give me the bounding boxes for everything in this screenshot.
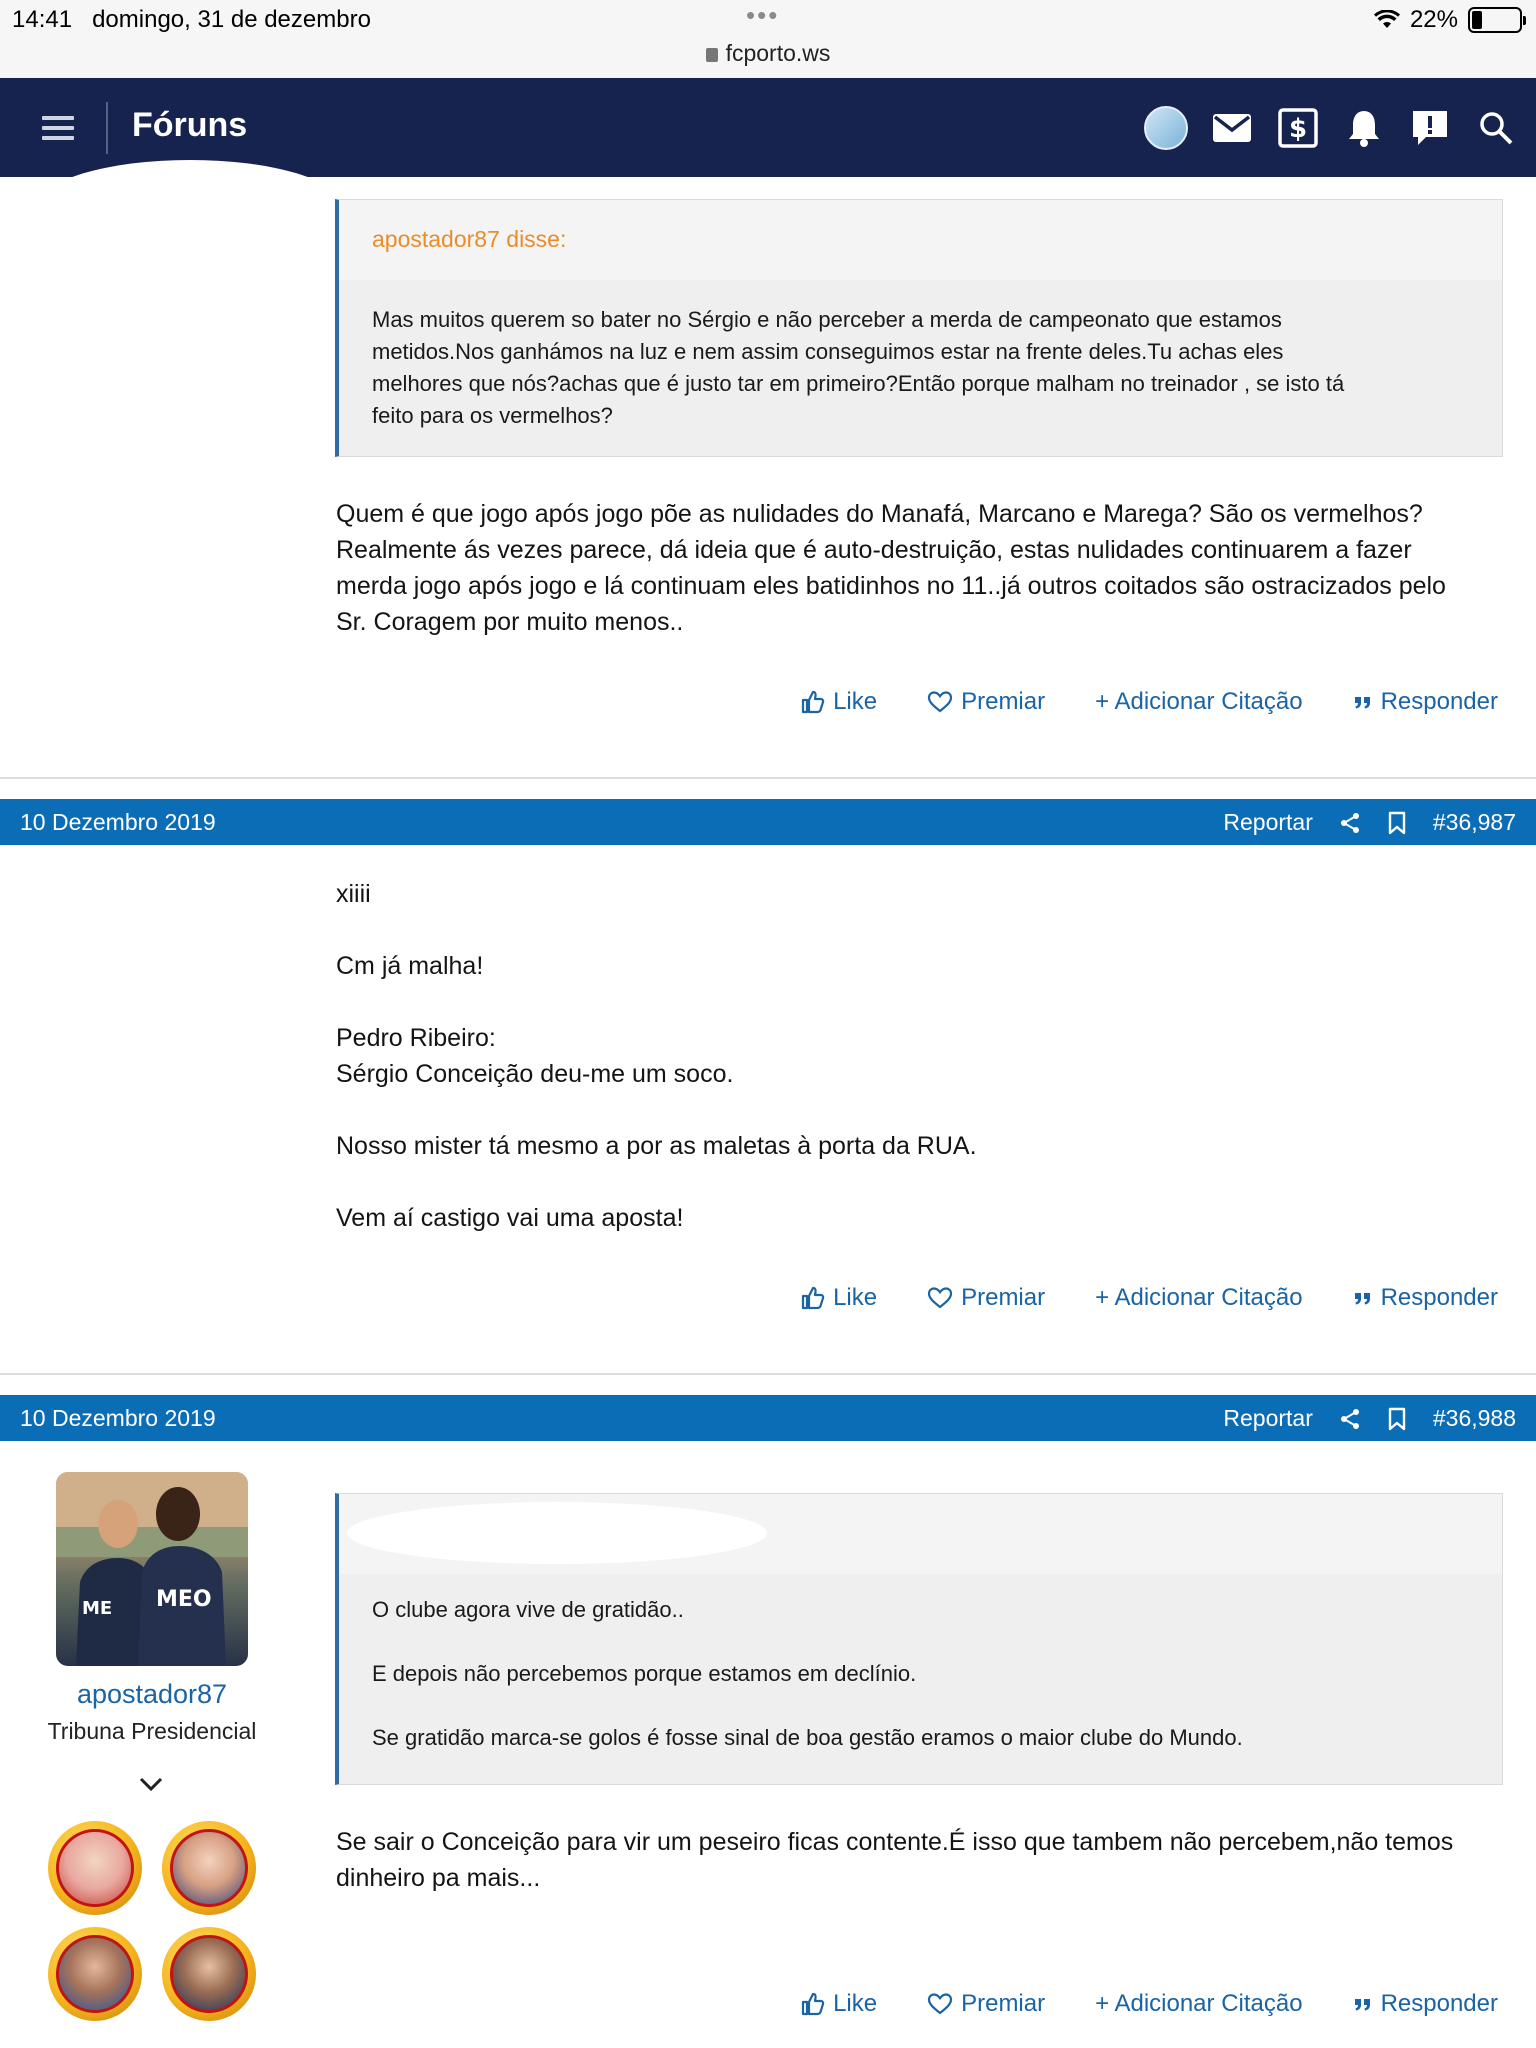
user-title: Tribuna Presidencial (47, 1718, 257, 1744)
quote-block (335, 1493, 1503, 1785)
tab-dots-icon[interactable]: ••• (746, 0, 780, 30)
badge-portrait (56, 1935, 134, 2013)
post-message (336, 1824, 1506, 1896)
reply-button[interactable] (1353, 688, 1498, 716)
bookmark-icon[interactable] (1387, 1407, 1407, 1431)
status-date: domingo, 31 de dezembro (92, 6, 371, 33)
post-header-bar (0, 799, 1536, 845)
quote-text (339, 280, 1502, 456)
trophy-badge[interactable] (48, 1927, 142, 2021)
blank-line (372, 1626, 1469, 1658)
like-label: Like (833, 688, 878, 715)
address-bar[interactable] (0, 40, 1536, 67)
report-link[interactable]: Reportar (1223, 1405, 1313, 1431)
message-line: Sr. Coragem por muito menos.. (336, 608, 684, 636)
premiar-button[interactable] (927, 1284, 1045, 1312)
message-line: Sérgio Conceição deu-me um soco. (336, 1060, 734, 1088)
mail-icon[interactable] (1210, 106, 1254, 150)
message-line: Realmente ás vezes parece, dá ideia que é auto-destruição, estas nulidades continuarem a fazer (336, 536, 1412, 564)
post-divider (0, 1373, 1536, 1375)
add-quote-label: + Adicionar Citação (1095, 1990, 1303, 2017)
quote-marks-icon (1353, 1996, 1373, 2012)
svg-text:MEO: MEO (156, 1587, 212, 1612)
premiar-label: Premiar (961, 1284, 1046, 1311)
post-number[interactable]: #36,987 (1432, 809, 1516, 835)
message-line: merda jogo após jogo e lá continuam eles batidinhos no 11..já outros coitados são ostracizados pelo (336, 572, 1446, 600)
like-button[interactable] (801, 688, 877, 716)
quote-line: feito para os vermelhos? (372, 403, 613, 428)
status-right (1374, 6, 1522, 34)
badge-portrait (56, 1829, 134, 1907)
like-label: Like (833, 1284, 878, 1311)
badge-portrait (170, 1829, 248, 1907)
bookmark-icon[interactable] (1387, 811, 1407, 835)
post-header-bar (0, 1395, 1536, 1441)
quote-author-redacted (339, 1494, 1502, 1574)
alert-icon[interactable] (1408, 106, 1452, 150)
quote-line: O clube agora vive de gratidão.. (372, 1597, 684, 1622)
user-avatar-button[interactable] (1144, 106, 1188, 150)
svg-text:ME: ME (82, 1598, 113, 1619)
message-line: xiiii (336, 880, 371, 908)
quote-marks-icon (1353, 1290, 1373, 1306)
share-icon[interactable] (1339, 812, 1361, 834)
reply-button[interactable] (1353, 1990, 1498, 2018)
report-link[interactable]: Reportar (1223, 809, 1313, 835)
thumbs-up-icon (801, 1992, 825, 2016)
like-button[interactable] (801, 1990, 877, 2018)
reply-label: Responder (1380, 688, 1498, 715)
blank-line (336, 1164, 1506, 1200)
reply-button[interactable] (1353, 1284, 1498, 1312)
add-quote-label: + Adicionar Citação (1095, 688, 1303, 715)
redaction-quote-author (347, 1502, 767, 1564)
post-date[interactable]: 10 Dezembro 2019 (20, 809, 216, 835)
header-divider (106, 102, 108, 154)
badge-portrait (170, 1935, 248, 2013)
blank-line (336, 984, 1506, 1020)
user-avatar-photo[interactable] (56, 1472, 248, 1666)
thumbs-up-icon (801, 690, 825, 714)
url-text: fcporto.ws (725, 40, 831, 66)
blank-line (372, 1690, 1469, 1722)
chevron-down-icon[interactable] (138, 1776, 164, 1792)
bell-icon[interactable] (1342, 106, 1386, 150)
reply-label: Responder (1380, 1284, 1498, 1311)
heart-icon (927, 1286, 953, 1310)
quote-author[interactable]: apostador87 disse: (339, 200, 1502, 280)
quote-line: E depois não percebemos porque estamos em declínio. (372, 1661, 917, 1686)
battery-icon (1468, 7, 1522, 33)
add-quote-button[interactable] (1095, 1284, 1302, 1312)
add-quote-button[interactable] (1095, 688, 1302, 716)
like-button[interactable] (801, 1284, 877, 1312)
status-time: 14:41 (12, 6, 73, 33)
premiar-button[interactable] (927, 1990, 1045, 2018)
heart-icon (927, 690, 953, 714)
post-tools (1223, 1405, 1516, 1432)
forum-title: Fóruns (132, 106, 248, 144)
post-divider (0, 777, 1536, 779)
quote-text (339, 1574, 1502, 1778)
add-quote-label: + Adicionar Citação (1095, 1284, 1303, 1311)
premiar-label: Premiar (961, 688, 1046, 715)
message-line: Quem é que jogo após jogo põe as nulidades do Manafá, Marcano e Marega? São os vermelhos? (336, 500, 1423, 528)
premiar-button[interactable] (927, 688, 1045, 716)
ios-status-bar (0, 0, 1536, 78)
post-actions (801, 1284, 1498, 1312)
blank-line (336, 912, 1506, 948)
share-icon[interactable] (1339, 1408, 1361, 1430)
menu-icon[interactable] (42, 116, 74, 140)
post-message (336, 876, 1506, 1236)
quote-marks-icon (1353, 694, 1373, 710)
svg-text:$: $ (1288, 114, 1308, 144)
message-line: Cm já malha! (336, 952, 484, 980)
quote-line: Se gratidão marca-se golos é fosse sinal de boa gestão eramos o maior clube do Mundo. (372, 1725, 1243, 1750)
message-line: dinheiro pa mais... (336, 1864, 541, 1892)
quote-line: Mas muitos querem so bater no Sérgio e não perceber a merda de campeonato que estamos (372, 307, 1282, 332)
premiar-label: Premiar (961, 1990, 1046, 2017)
message-line: Vem aí castigo vai uma aposta! (336, 1204, 684, 1232)
status-time-date (12, 6, 371, 34)
redaction-avatar-top (40, 160, 340, 250)
message-line: Se sair o Conceição para vir um peseiro ficas contente.É isso que tambem não percebem,não temos (336, 1828, 1454, 1856)
heart-icon (927, 1992, 953, 2016)
trophy-badge[interactable] (162, 1927, 256, 2021)
username-link[interactable]: apostador87 (76, 1679, 228, 1709)
post-date[interactable]: 10 Dezembro 2019 (20, 1405, 216, 1431)
quote-line: melhores que nós?achas que é justo tar em primeiro?Então porque malham no treinador , se isto tá (372, 371, 1345, 396)
post-number[interactable]: #36,988 (1432, 1405, 1516, 1431)
blank-line (336, 1092, 1506, 1128)
like-label: Like (833, 1990, 878, 2017)
battery-percent: 22% (1409, 6, 1458, 33)
header-icons (1144, 106, 1518, 150)
post-actions (801, 1990, 1498, 2018)
message-line: Pedro Ribeiro: (336, 1024, 496, 1052)
wifi-icon (1374, 10, 1400, 30)
dollar-icon[interactable] (1276, 106, 1320, 150)
reply-label: Responder (1380, 1990, 1498, 2017)
message-line: Nosso mister tá mesmo a por as maletas à porta da RUA. (336, 1132, 977, 1160)
lock-icon (706, 48, 718, 62)
post-tools (1223, 809, 1516, 836)
add-quote-button[interactable] (1095, 1990, 1302, 2018)
quote-block (335, 199, 1503, 457)
avatar (1144, 106, 1188, 150)
post-actions (801, 688, 1498, 716)
quote-line: metidos.Nos ganhámos na luz e nem assim conseguimos estar na frente deles.Tu achas eles (372, 339, 1284, 364)
post-message (336, 496, 1506, 640)
trophy-badge[interactable] (48, 1821, 142, 1915)
trophy-badge[interactable] (162, 1821, 256, 1915)
thumbs-up-icon (801, 1286, 825, 1310)
battery-fill (1472, 11, 1482, 29)
search-icon[interactable] (1474, 106, 1518, 150)
